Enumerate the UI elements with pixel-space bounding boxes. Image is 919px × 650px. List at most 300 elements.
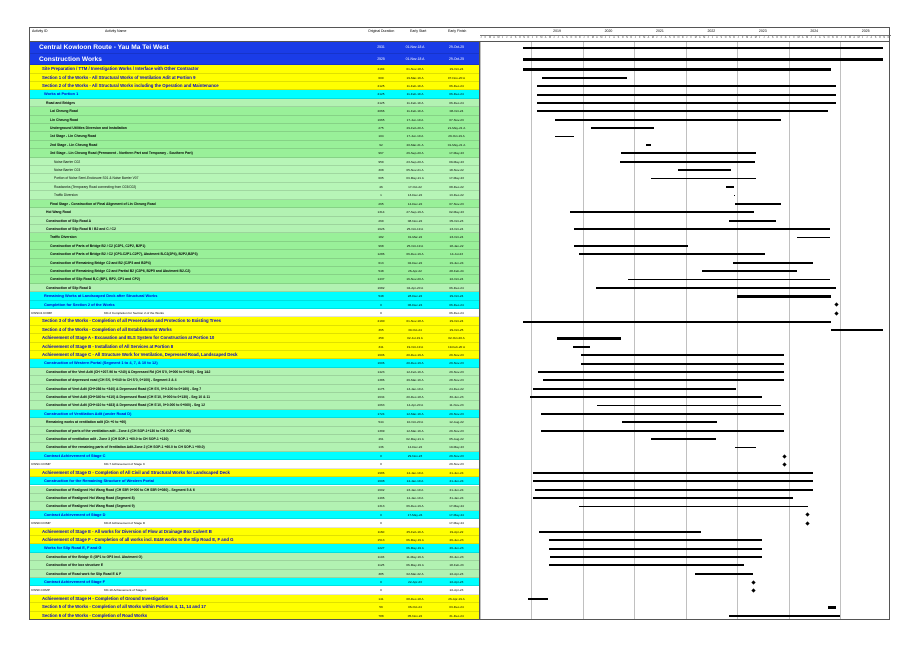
activity-row[interactable] [29, 42, 479, 54]
early-start: 11-May-19 A [406, 554, 424, 559]
col-early-start[interactable]: Early Start [410, 29, 427, 33]
month-label: F [793, 36, 795, 39]
original-duration: 0 [380, 453, 382, 458]
activity-row[interactable] [29, 469, 479, 477]
early-start: 12-Mar-19 A [406, 428, 424, 433]
activity-row[interactable] [29, 242, 479, 250]
month-label: D [836, 36, 838, 39]
month-label: D [630, 36, 633, 39]
month-label: M [703, 36, 706, 39]
activity-row[interactable] [29, 486, 479, 494]
original-duration: 1665 [377, 117, 385, 122]
activity-name: Section 3 of the Works - Completion of all Preservation and Protection to Existing Trees [42, 318, 221, 324]
early-finish: 29-Nov-23 [449, 453, 464, 458]
original-duration: 1286 [377, 252, 385, 257]
gantt-bar[interactable] [574, 228, 831, 230]
activity-row[interactable] [29, 166, 479, 174]
month-label: O [518, 36, 521, 39]
gantt-bar[interactable] [537, 110, 828, 112]
gantt-bar[interactable] [549, 548, 762, 550]
activity-row[interactable] [29, 149, 479, 157]
original-duration: 141 [378, 596, 384, 601]
gantt-bar[interactable] [533, 480, 812, 482]
original-duration: 1175 [377, 386, 385, 391]
month-label: M [600, 36, 603, 39]
gantt-bar[interactable] [573, 346, 590, 348]
gantt-bar[interactable] [735, 447, 756, 449]
activity-row[interactable] [29, 553, 479, 561]
activity-name: 1st Stage - Lin Cheung Road [50, 134, 97, 139]
month-label: J [686, 36, 688, 39]
activity-name: Construction of Realigned Hoi Wang Road (Segment 8) [46, 495, 135, 500]
early-finish: 28-Nov-23 [449, 378, 464, 383]
month-label: J [583, 36, 585, 39]
early-start: 28-Dec-22 [407, 294, 423, 299]
early-finish: 30-Jun-23 [449, 395, 464, 400]
month-label: S [771, 36, 774, 39]
activity-row[interactable] [29, 107, 479, 115]
milestone-diamond[interactable] [834, 311, 838, 315]
activity-row[interactable] [29, 452, 479, 460]
gantt-bar[interactable] [729, 615, 840, 617]
activity-row[interactable] [29, 317, 479, 325]
activity-name: Lin Cheung Road [50, 117, 79, 122]
early-start: 14-Jan-19 A [406, 479, 424, 484]
early-start: 06-Dec-24 [407, 302, 423, 307]
activity-row[interactable] [29, 359, 479, 367]
activity-name: Construction for the Remaining Structure of Western Portal [44, 478, 154, 484]
early-finish: 23-Oct-24 [449, 226, 464, 231]
month-label: J [608, 36, 611, 39]
activity-row[interactable] [29, 595, 479, 603]
early-start: 11-Feb-19 A [406, 92, 424, 97]
gantt-bar[interactable] [581, 354, 784, 356]
early-finish: 29-Oct-24 [449, 294, 464, 299]
gantt-bar[interactable] [651, 178, 756, 180]
original-duration: 1602 [377, 487, 385, 492]
gantt-bar[interactable] [549, 564, 744, 566]
early-finish: 29-Nov-23 [449, 361, 464, 366]
milestone-diamond[interactable] [806, 513, 810, 517]
gantt-bar[interactable] [537, 102, 836, 104]
gantt-bar[interactable] [597, 405, 781, 407]
gantt-bar[interactable] [828, 606, 836, 608]
gantt-bar[interactable] [734, 195, 735, 197]
gantt-bar[interactable] [533, 388, 736, 390]
activity-row[interactable] [29, 200, 479, 208]
month-label: M [488, 36, 491, 39]
month-label: S [617, 36, 620, 39]
activity-row[interactable] [29, 536, 479, 544]
early-start: 14-Dec-22 [407, 201, 423, 206]
activity-name: Construction of Vent Adit (CH+286 to +340) & Depressed Road (CH S'0, 0+0.100 to 0+160) - Seg 7 [46, 386, 202, 391]
month-label: J [656, 36, 658, 39]
activity-row[interactable] [29, 250, 479, 258]
early-finish: 26-Jun-23 [449, 537, 464, 542]
gantt-bar[interactable] [537, 85, 836, 87]
activity-name: Traffic Diversion [50, 235, 77, 240]
gantt-bar[interactable] [528, 598, 548, 600]
original-duration: 1606 [377, 353, 385, 358]
activity-row[interactable] [29, 158, 479, 166]
gantt-bar[interactable] [702, 270, 797, 272]
month-label: J [506, 36, 508, 39]
gantt-bar[interactable] [533, 472, 812, 474]
activity-row[interactable] [29, 612, 479, 620]
activity-row[interactable] [29, 259, 479, 267]
month-label: N [831, 36, 834, 39]
early-start: 26-Mar-19 A [406, 378, 424, 383]
activity-row[interactable] [29, 502, 479, 510]
early-start: 02-Jul-19 A [407, 336, 423, 341]
early-start: 23-Sep-20 A [406, 159, 424, 164]
early-finish: 21-May-21 A [447, 126, 466, 131]
early-finish: 08-Oct-24 [449, 109, 464, 114]
early-start: 05-Nov-21 A [406, 168, 424, 173]
early-finish: 24-Dec-22 [449, 386, 464, 391]
month-label: J [737, 36, 739, 39]
gantt-bar[interactable] [729, 220, 776, 222]
early-start: 02-Dec-22 [407, 260, 423, 265]
activity-row[interactable] [29, 443, 479, 451]
early-start: 01-Mar-24 [407, 235, 423, 240]
activity-name: Construction of the remaining parts of Ventilation Adit-Zone 2 (CH SOP-1 +60.0 to CH SOP-1 +90.0) [46, 445, 205, 450]
activity-name: Achievement of Stage B - Installation of All Services at Portion 8 [42, 343, 174, 349]
gantt-bar[interactable] [523, 321, 832, 323]
milestone-diamond[interactable] [806, 521, 810, 525]
activity-row[interactable] [29, 401, 479, 409]
month-label: D [681, 36, 684, 39]
early-start: 01-Nov-18 A [406, 319, 424, 324]
activity-name: Construction of Realigned Hoi Wang Road (CH S5R 0+000 to CH S5R 0+080) - Segment 5 & 6 [46, 487, 195, 492]
gantt-bar[interactable] [591, 127, 654, 129]
month-label: A [870, 36, 873, 39]
gantt-bar[interactable] [621, 152, 756, 154]
gantt-bar[interactable] [542, 77, 626, 79]
activity-row[interactable] [29, 267, 479, 275]
activity-row[interactable] [29, 368, 479, 376]
activity-row[interactable] [29, 191, 479, 199]
activity-row[interactable] [29, 225, 479, 233]
early-start: 06-Dec-19 A [406, 252, 424, 257]
activity-name: Remaining works at ventilation adit (Ch +0 to +60) [46, 420, 127, 425]
year-label: 2025 [861, 29, 870, 33]
activity-name: Achievement of Stage A - Excavation and ELS System for Construction at Portion 10 [42, 335, 215, 341]
year-gridline [480, 42, 481, 620]
gantt-bar[interactable] [581, 363, 784, 365]
gantt-bar[interactable] [538, 371, 784, 373]
activity-id: CWSC.COMP [31, 462, 51, 467]
month-label: N [523, 36, 525, 39]
milestone-diamond[interactable] [751, 580, 755, 584]
early-start: 11-Feb-19 A [406, 109, 424, 114]
milestone-diamond[interactable] [782, 462, 786, 466]
early-start: 25-Feb-19 A [406, 529, 424, 534]
gantt-bar[interactable] [523, 68, 832, 70]
month-label: O [827, 36, 830, 39]
early-start: 14-Jan-19 A [406, 470, 424, 475]
early-start: 17-Jun-19 A [406, 117, 424, 122]
col-original-duration[interactable]: Original Duration [368, 29, 395, 33]
gantt-bar[interactable] [523, 47, 883, 49]
gantt-bar[interactable] [726, 186, 733, 188]
original-duration: 1606 [377, 361, 385, 366]
activity-name: Contract Achievement of Stage C [44, 452, 106, 458]
original-duration: 0 [380, 588, 382, 593]
early-finish: 21-Jun-24 [449, 479, 464, 484]
gantt-bar[interactable] [622, 421, 717, 423]
original-duration: 1682 [377, 285, 385, 290]
gantt-bar[interactable] [533, 497, 792, 499]
activity-row[interactable] [29, 116, 479, 124]
month-label: A [716, 36, 718, 39]
month-label: M [746, 36, 749, 39]
activity-name: Construction of Parts of Bridge B2 / C2 (CP3-C2P1-C2P7), Abutment B-C2(2P4), B2P2,B2P3) [50, 252, 198, 257]
activity-row[interactable] [29, 141, 479, 149]
early-start: 29-Sep-20 A [406, 151, 424, 156]
activity-name: Final Stage - Construction of Final Alignment of Lin Cheung Road [50, 201, 156, 206]
gantt-chart-area [479, 42, 891, 620]
gantt-bar[interactable] [537, 94, 836, 96]
gantt-bar[interactable] [541, 413, 784, 415]
month-label: J [866, 36, 868, 39]
activity-row[interactable] [29, 334, 479, 342]
activity-row[interactable] [29, 494, 479, 502]
activity-row[interactable] [29, 132, 479, 140]
activity-name: Section 1 of the Works - All Structural Works of Ventilation Adit at Portion 9 [42, 74, 196, 80]
month-label: M [797, 36, 800, 39]
activity-name: Noise Barrier C03 [54, 168, 81, 173]
month-label: J [711, 36, 714, 39]
month-label: O [776, 36, 779, 39]
activity-row[interactable] [29, 343, 479, 351]
activity-row[interactable] [29, 284, 479, 292]
col-early-finish[interactable]: Early Finish [448, 29, 467, 33]
activity-row[interactable] [29, 477, 479, 485]
early-finish: 06-Dec-24 [449, 302, 464, 307]
activity-row[interactable] [29, 376, 479, 384]
activity-name: Construction of parts of the ventilation adit - Zone 4 (CH SOP-1+130 to CH SOP-1 +207.96) [46, 428, 191, 433]
gantt-bar[interactable] [596, 287, 836, 289]
activity-name: Section 6 of the Works - Completion of Road Works [42, 612, 148, 618]
original-duration: 544 [378, 420, 384, 425]
original-duration: 365 [378, 327, 384, 332]
activity-name: Construction of depressed road (CH S'0, 0+040 to CH S'0, 0+100) - Segment 3 & 4 [46, 378, 177, 383]
activity-row[interactable] [29, 326, 479, 334]
gantt-bar[interactable] [695, 573, 754, 575]
activity-row[interactable] [29, 435, 479, 443]
original-duration: 385 [378, 571, 384, 576]
early-finish: 07-Nov-23 [449, 201, 464, 206]
early-finish: 13-Dec-22 [449, 193, 464, 198]
year-gridline [531, 42, 532, 620]
original-duration: 1227 [377, 546, 385, 551]
activity-row[interactable] [29, 528, 479, 536]
month-label: J [840, 36, 842, 39]
activity-row[interactable] [29, 292, 479, 300]
early-finish: 06-Dec-24 [449, 285, 464, 290]
month-label: O [621, 36, 624, 39]
activity-name: Section 5 of the Works - Completion of all Works within Portions 4, 11, 14 and 17 [42, 604, 206, 610]
early-start: 14-Apr-20 A [406, 403, 424, 408]
milestone-diamond[interactable] [751, 588, 755, 592]
gantt-bar[interactable] [541, 430, 784, 432]
month-label: A [510, 36, 513, 39]
activity-row[interactable] [29, 544, 479, 552]
gantt-bar[interactable] [543, 379, 784, 381]
month-label: J [553, 36, 555, 39]
activity-name: Section 4 of the Works - Completion of all Establishment Works [42, 326, 172, 332]
activity-row[interactable] [29, 410, 479, 418]
activity-row[interactable] [29, 309, 479, 317]
activity-row[interactable] [29, 418, 479, 426]
month-label: S [514, 36, 517, 39]
milestone-diamond[interactable] [782, 454, 786, 458]
month-label: J [814, 36, 816, 39]
original-duration: 2125 [377, 84, 385, 89]
activity-row[interactable] [29, 233, 479, 241]
activity-row[interactable] [29, 393, 479, 401]
early-start: 06-May-19 A [406, 563, 424, 568]
early-finish: 17-May-23 [449, 151, 464, 156]
activity-row[interactable] [29, 65, 479, 73]
original-duration: 0 [380, 521, 382, 526]
activity-row[interactable] [29, 460, 479, 468]
activity-row[interactable] [29, 74, 479, 82]
activity-row[interactable] [29, 586, 479, 594]
activity-row[interactable] [29, 183, 479, 191]
early-start: 01-Nov-18 A [405, 45, 425, 49]
month-label: A [647, 36, 650, 39]
early-start: 16-Nov-20 A [406, 277, 424, 282]
activity-row[interactable] [29, 90, 479, 98]
gantt-bar[interactable] [550, 556, 762, 558]
gantt-bar[interactable] [555, 119, 781, 121]
gantt-bar[interactable] [737, 295, 832, 297]
original-duration: 1103 [377, 554, 385, 559]
gantt-bar[interactable] [620, 161, 755, 163]
year-gridline [737, 42, 738, 620]
original-duration: 341 [378, 344, 384, 349]
month-label: J [660, 36, 662, 39]
original-duration: 613 [378, 260, 384, 265]
original-duration: 59 [379, 605, 383, 610]
month-label: F [639, 36, 641, 39]
gantt-bar[interactable] [831, 329, 882, 331]
activity-row[interactable] [29, 561, 479, 569]
early-start: 01-Nov-18 A [406, 67, 424, 72]
original-duration: 605 [378, 176, 384, 181]
early-finish: 01-May-21 A [447, 142, 466, 147]
original-duration: 959 [378, 159, 384, 164]
gantt-bar[interactable] [733, 262, 813, 264]
gantt-bar[interactable] [549, 539, 762, 541]
gantt-bar[interactable] [735, 203, 781, 205]
month-label: A [596, 36, 598, 39]
activity-name: Construction of Slip Road A [46, 218, 92, 223]
activity-name: Completion for Section 2 of the Works [44, 301, 115, 307]
activity-row[interactable] [29, 578, 479, 586]
early-finish: 19-Feb-20 A [447, 344, 466, 349]
activity-row[interactable] [29, 351, 479, 359]
activity-row[interactable] [29, 124, 479, 132]
activity-name: Hoi Wang Road [46, 210, 71, 215]
month-label: A [699, 36, 701, 39]
gantt-bar[interactable] [570, 211, 755, 213]
original-duration: 1437 [377, 277, 385, 282]
activity-row[interactable] [29, 174, 479, 182]
activity-row[interactable] [29, 54, 479, 66]
milestone-diamond[interactable] [834, 303, 838, 307]
activity-name: Central Kowloon Route - Yau Ma Tei West [39, 44, 169, 51]
activity-row[interactable] [29, 275, 479, 283]
early-finish: 10-May-23 [449, 445, 464, 450]
month-label: F [690, 36, 692, 39]
activity-row[interactable] [29, 99, 479, 107]
gantt-bar[interactable] [579, 506, 807, 508]
gantt-bar[interactable] [555, 136, 574, 138]
gantt-bar[interactable] [523, 58, 883, 60]
activity-row[interactable] [29, 603, 479, 611]
activity-row[interactable] [29, 427, 479, 435]
gantt-bar[interactable] [530, 396, 763, 398]
activity-row[interactable] [29, 519, 479, 527]
activity-row[interactable] [29, 385, 479, 393]
early-start: 06-Dec-19 A [406, 504, 424, 509]
early-start: 13-Dec-22 [407, 193, 423, 198]
month-label: D [578, 36, 581, 39]
gantt-bar[interactable] [535, 489, 813, 491]
col-activity-id[interactable]: Activity ID [32, 29, 48, 33]
early-start: 12-Mar-19 A [406, 411, 424, 416]
activity-row[interactable] [29, 82, 479, 90]
month-label: N [626, 36, 628, 39]
activity-id: CWSC2.COMP [31, 310, 53, 315]
original-duration: 1724 [377, 411, 385, 416]
activity-name: 3rd Stage - Lin Cheung Road (Permanent - Northern Part and Temporary - Southern Part) [50, 151, 193, 156]
original-duration: 0 [380, 579, 382, 584]
month-label: J [557, 36, 559, 39]
gantt-bar[interactable] [579, 253, 765, 255]
early-start: 04-Apr-20 A [406, 285, 424, 290]
early-start: 13-Jan-19 A [406, 386, 424, 391]
month-scale [480, 35, 891, 42]
gantt-bar[interactable] [678, 169, 731, 171]
early-start: 20-Dec-18 A [406, 395, 424, 400]
activity-row[interactable] [29, 301, 479, 309]
activity-row[interactable] [29, 217, 479, 225]
original-duration: 1314 [377, 210, 385, 215]
early-finish: 29-Nov-23 [449, 411, 464, 416]
original-duration: 548 [378, 268, 384, 273]
year-label: 2019 [553, 29, 561, 33]
early-start: 11-Feb-19 A [406, 84, 424, 89]
early-finish: 29-Oct-25 [448, 56, 465, 61]
activity-row[interactable] [29, 570, 479, 578]
gantt-bar[interactable] [797, 237, 830, 239]
month-label: J [759, 36, 761, 39]
gantt-bar[interactable] [651, 438, 716, 440]
gantt-bar[interactable] [628, 279, 831, 281]
gantt-bar[interactable] [574, 245, 689, 247]
gantt-bar[interactable] [646, 144, 652, 146]
gantt-bar[interactable] [557, 337, 621, 339]
col-activity-name[interactable]: Activity Name [105, 29, 127, 33]
activity-row[interactable] [29, 511, 479, 519]
gantt-bar[interactable] [539, 531, 701, 533]
activity-row[interactable] [29, 208, 479, 216]
month-label: S [874, 36, 877, 39]
